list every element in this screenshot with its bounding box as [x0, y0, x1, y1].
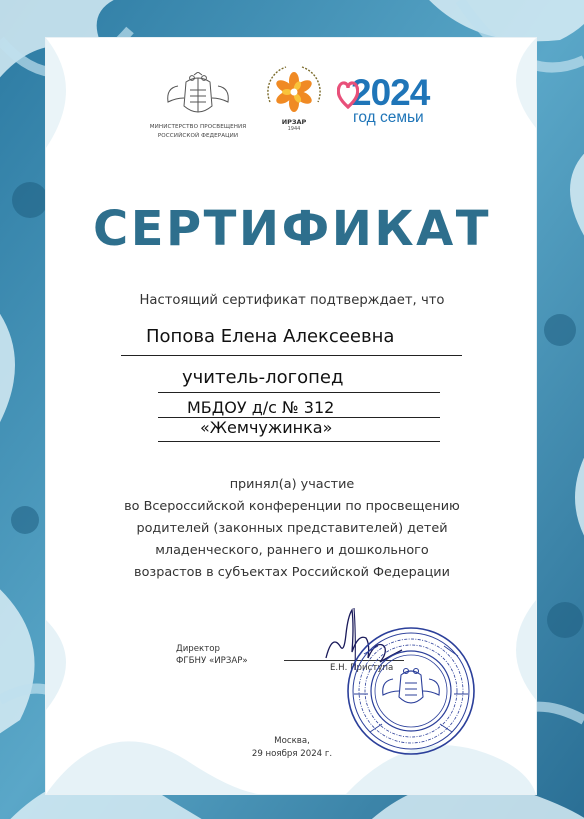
body-line: во Всероссийской конференции по просвещению: [124, 499, 460, 514]
place-and-date: [0, 735, 584, 761]
organization-underline-2: [158, 441, 440, 442]
ministry-caption-line2: РОССИЙСКОЙ ФЕДЕРАЦИИ: [157, 132, 239, 139]
irzar-flower-logo: [260, 64, 328, 120]
russia-emblem-icon: [148, 72, 248, 122]
certificate-title: СЕРТИФИКАТ: [92, 201, 491, 257]
body-line: возрастов в субъектах Российской Федерации: [134, 565, 450, 580]
role-underline: [158, 392, 440, 393]
irzar-logo: [260, 64, 328, 132]
ministry-caption-line1: МИНИСТЕРСТВО ПРОСВЕЩЕНИЯ: [149, 124, 247, 130]
year-number: 2024: [351, 72, 430, 113]
city: Москва,: [274, 736, 310, 746]
organization-line1: МБДОУ д/с № 312: [187, 398, 335, 417]
body-line: принял(а) участие: [229, 477, 355, 492]
organization-line2: «Жемчужинка»: [200, 418, 333, 437]
director-title: [176, 643, 248, 667]
person-name: Попова Елена Алексеевна: [146, 326, 395, 347]
body-line: родителей (законных представителей) детей: [136, 521, 448, 536]
irzar-year: 1944: [287, 126, 301, 132]
ministry-logo: [148, 72, 248, 139]
issue-date: 29 ноября 2024 г.: [251, 749, 333, 759]
heart-icon: [337, 79, 359, 109]
irzar-name: ИРЗАР: [281, 118, 307, 126]
participation-text: [0, 474, 584, 584]
year-caption: год семьи: [353, 109, 424, 126]
year-of-family-logo: [336, 72, 432, 126]
confirm-text: Настоящий сертификат подтверждает, что: [139, 293, 445, 308]
role-text: учитель-логопед: [182, 367, 344, 388]
body-line: младенческого, раннего и дошкольного: [155, 543, 429, 558]
director-title-line1: Директор: [176, 644, 220, 654]
name-underline: [121, 355, 462, 356]
director-title-line2: ФГБНУ «ИРЗАР»: [176, 656, 248, 666]
director-name: Е.Н. Приступа: [330, 663, 394, 673]
